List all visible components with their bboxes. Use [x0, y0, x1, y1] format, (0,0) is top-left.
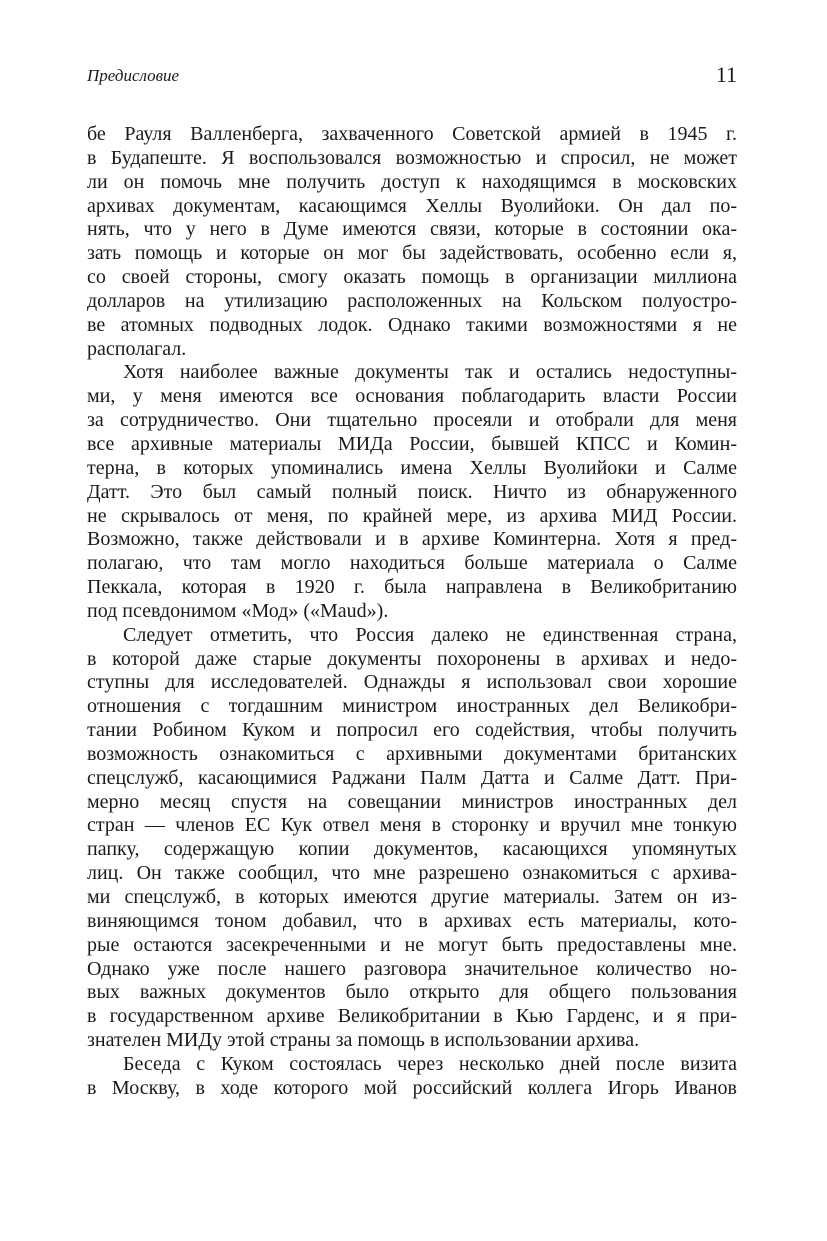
text-line: Следует отметить, что Россия далеко не единственная страна,: [123, 623, 737, 646]
text-line: под псевдонимом «Мод» («Maud»).: [87, 599, 389, 622]
text-line: за сотрудничество. Они тщательно просеяли и отобрали для меня: [87, 409, 737, 432]
text-line: полагаю, что там могло находиться больше материала о Салме: [87, 552, 737, 575]
text-line: в Будапеште. Я воспользовался возможностью и спросил, не может: [87, 146, 737, 169]
text-line: виняющимся тоном добавил, что в архивах есть материалы, кото-: [87, 909, 737, 932]
text-line: спецслужб, касающимися Раджани Палм Датта и Салме Датт. При-: [87, 766, 737, 789]
text-line: не скрывалось от меня, по крайней мере, из архива МИД России.: [87, 504, 737, 527]
text-line: Однако уже после нашего разговора значительное количество но-: [87, 957, 737, 980]
text-line: вых важных документов было открыто для общего пользования: [87, 981, 737, 1004]
text-line: располагал.: [87, 337, 187, 360]
paragraph: [87, 624, 737, 1053]
text-line: ве атомных подводных лодок. Однако такими возможностями я не: [87, 313, 737, 336]
text-line: тании Робином Куком и попросил его содействия, чтобы получить: [87, 719, 737, 742]
text-line: Датт. Это был самый полный поиск. Ничто из обнаруженного: [87, 480, 737, 503]
text-line: знателен МИДу этой страны за помощь в использовании архива.: [87, 1029, 640, 1052]
text-line: все архивные материалы МИДа России, бывшей КПСС и Комин-: [87, 432, 737, 455]
text-line: Возможно, также действовали и в архиве Коминтерна. Хотя я пред-: [87, 528, 737, 551]
text-line: в государственном архиве Великобритании в Кью Гарденс, и я при-: [87, 1005, 737, 1028]
text-line: папку, содержащую копии документов, касающихся упомянутых: [87, 838, 737, 861]
text-line: мерно месяц спустя на совещании министров иностранных дел: [87, 790, 737, 813]
text-line: зать помощь и которые он мог бы задействовать, особенно если я,: [87, 242, 737, 265]
text-line: Пеккала, которая в 1920 г. была направлена в Великобританию: [87, 576, 737, 599]
text-line: ми, у меня имеются все основания поблагодарить власти России: [87, 385, 737, 408]
text-line: возможность ознакомиться с архивными документами британских: [87, 742, 737, 765]
text-line: Хотя наиболее важные документы так и остались недоступны-: [123, 361, 737, 384]
text-line: стран — членов ЕС Кук отвел меня в сторонку и вручил мне тонкую: [87, 814, 737, 837]
text-line: в Москву, в ходе которого мой российский коллега Игорь Иванов: [87, 1076, 737, 1099]
text-line: со своей стороны, смогу оказать помощь в организации миллиона: [87, 266, 737, 289]
text-line: нять, что у него в Думе имеются связи, которые в состоянии ока-: [87, 218, 737, 241]
text-line: рые остаются засекреченными и не могут быть предоставлены мне.: [87, 933, 737, 956]
text-line: Беседа с Куком состоялась через несколько дней после визита: [123, 1052, 737, 1075]
text-line: терна, в которых упоминались имена Хеллы Вуолийоки и Салме: [87, 456, 737, 479]
running-head-title: Предисловие: [87, 66, 180, 85]
text-line: долларов на утилизацию расположенных на Кольском полуостро-: [87, 289, 737, 312]
page-number: 11: [715, 62, 737, 87]
text-line: архивах документам, касающимся Хеллы Вуолийоки. Он дал по-: [87, 194, 737, 217]
text-line: лиц. Он также сообщил, что мне разрешено ознакомиться с архива-: [87, 862, 737, 885]
paragraph: [87, 1053, 737, 1101]
text-line: отношения с тогдашним министром иностранных дел Великобри-: [87, 695, 737, 718]
text-line: ми спецслужб, в которых имеются другие материалы. Затем он из-: [87, 886, 737, 908]
text-line: в которой даже старые документы похоронены в архивах и недо-: [87, 647, 737, 670]
text-line: ли он помочь мне получить доступ к находящимся в московских: [87, 170, 737, 193]
paragraph: [87, 361, 737, 623]
paragraph: [87, 123, 737, 361]
body-text: [87, 123, 737, 1101]
text-line: бе Рауля Валленберга, захваченного Советской армией в 1945 г.: [87, 123, 737, 145]
text-line: ступны для исследователей. Однажды я использовал свои хорошие: [87, 671, 737, 694]
